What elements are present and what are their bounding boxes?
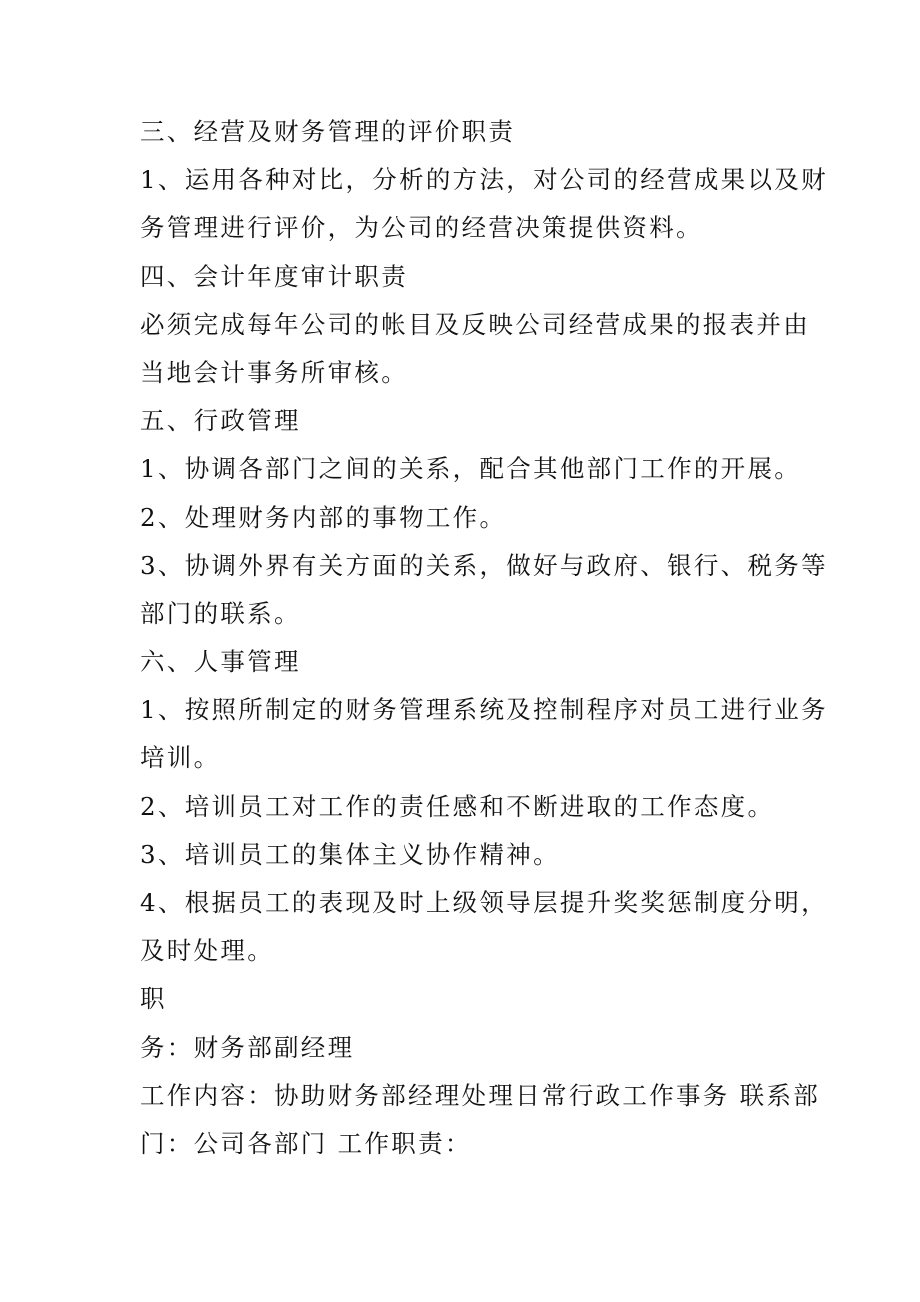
paragraph-line: 1、协调各部门之间的关系，配合其他部门工作的开展。 (140, 454, 802, 484)
paragraph-line: 3、培训员工的集体主义协作精神。 (140, 839, 560, 869)
paragraph-line: 必须完成每年公司的帐目及反映公司经营成果的报表并由 (140, 309, 810, 339)
paragraph-line: 1、运用各种对比，分析的方法，对公司的经营成果以及财 (140, 165, 828, 195)
paragraph-line: 工作内容：协助财务部经理处理日常行政工作事务 联系部 (140, 1080, 821, 1110)
paragraph-line: 4、根据员工的表现及时上级领导层提升奖奖惩制度分明， (140, 888, 828, 917)
paragraph-line: 3、协调外界有关方面的关系，做好与政府、银行、税务等 (140, 550, 828, 580)
paragraph-line: 培训。 (140, 743, 221, 773)
paragraph-line: 务管理进行评价，为公司的经营决策提供资料。 (140, 213, 703, 243)
paragraph-line: 及时处理。 (140, 936, 274, 966)
paragraph-line: 2、处理财务内部的事物工作。 (140, 502, 507, 532)
document-body (140, 108, 828, 1168)
paragraph-line: 部门的联系。 (140, 598, 301, 628)
section-heading: 六、人事管理 (140, 647, 301, 677)
section-heading: 五、行政管理 (140, 406, 301, 436)
job-title-label: 职 (140, 984, 167, 1014)
paragraph-line: 1、按照所制定的财务管理系统及控制程序对员工进行业务 (140, 695, 828, 725)
job-title-value: 务：财务部副经理 (140, 1032, 355, 1062)
section-heading: 三、经营及财务管理的评价职责 (140, 117, 516, 146)
paragraph-line: 2、培训员工对工作的责任感和不断进取的工作态度。 (140, 791, 775, 821)
section-heading: 四、会计年度审计职责 (140, 261, 408, 291)
paragraph-line: 门：公司各部门 工作职责： (140, 1128, 472, 1158)
paragraph-line: 当地会计事务所审核。 (140, 357, 408, 387)
